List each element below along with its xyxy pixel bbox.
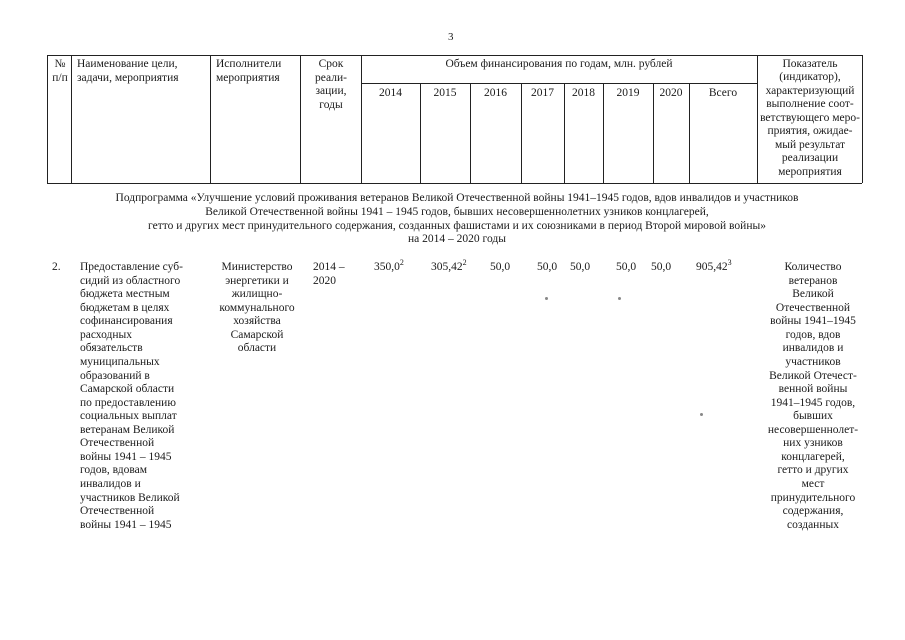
header-year-2017: 2017 bbox=[531, 87, 554, 99]
header-year-2019: 2019 bbox=[616, 87, 640, 99]
row-indicator-line: Отечественной bbox=[775, 301, 851, 314]
row-indicator-line: Великой Отечест- bbox=[769, 369, 857, 382]
col-border bbox=[361, 55, 362, 183]
col-border bbox=[300, 55, 301, 183]
row-indicator-line: содержания, bbox=[782, 505, 844, 518]
row-term-line: 2014 – bbox=[313, 261, 345, 273]
row-executors bbox=[212, 261, 302, 356]
row-name-line: Отечественной bbox=[80, 437, 155, 450]
row-executor-line: Министерство bbox=[221, 261, 293, 273]
col-border bbox=[47, 55, 48, 183]
footnote-mark: 2 bbox=[399, 258, 404, 268]
row-name-line: ветеранам Великой bbox=[80, 423, 175, 436]
row-name-line: войны 1941 – 1945 bbox=[80, 518, 172, 531]
row-indicator-line: несовершеннолет- bbox=[767, 423, 859, 436]
header-funding: Объем финансирования по годам, млн. рублей bbox=[445, 58, 673, 70]
row-indicator-line: 1941–1945 годов, bbox=[770, 396, 856, 409]
row-term-line: 2020 bbox=[313, 274, 336, 287]
row-name-line: годов, вдовам bbox=[80, 464, 148, 477]
row-indicator-line: ветеранов bbox=[788, 274, 838, 287]
col-border bbox=[862, 55, 863, 183]
row-name-line: социальных выплат bbox=[80, 410, 177, 423]
value-2014: 350,0$^2$ bbox=[374, 258, 404, 273]
row-indicator-line: венной войны bbox=[778, 383, 848, 396]
col-border bbox=[210, 55, 211, 183]
scan-speck bbox=[545, 297, 548, 300]
value-total: 905,42$^3$ bbox=[696, 258, 732, 273]
page-number: 3 bbox=[448, 31, 454, 43]
header-num: № п/п bbox=[52, 58, 68, 84]
row-indicator-line: инвалидов и bbox=[782, 342, 844, 355]
row-name bbox=[80, 261, 210, 532]
row-executor-line: жилищно- bbox=[231, 288, 283, 301]
row-indicator-line: мест bbox=[801, 478, 825, 490]
table-top-border bbox=[47, 55, 862, 56]
row-name-line: расходных bbox=[80, 328, 133, 341]
row-name-line: участников Великой bbox=[80, 491, 180, 504]
row-name-line: инвалидов и bbox=[80, 478, 141, 490]
row-indicator-line: Количество bbox=[784, 261, 842, 273]
row-executor-line: области bbox=[237, 342, 277, 355]
header-total: Всего bbox=[708, 87, 738, 99]
header-year-2016: 2016 bbox=[484, 87, 507, 99]
subprogram-line: на 2014 – 2020 годы bbox=[408, 233, 506, 246]
header-name: Наименование цели, задачи, мероприятия bbox=[77, 58, 179, 84]
row-indicator-line: них узников bbox=[783, 437, 843, 450]
row-indicator-line: созданных bbox=[787, 518, 839, 531]
row-name-line: Предоставление суб- bbox=[80, 261, 183, 273]
row-executor-line: Самарской bbox=[230, 328, 284, 341]
header-year-2020: 2020 bbox=[659, 87, 683, 99]
value-2019: 50,0 bbox=[616, 261, 637, 273]
row-indicator-line: гетто и других bbox=[777, 464, 849, 477]
scan-speck bbox=[700, 413, 703, 416]
footnote-mark: 3 bbox=[727, 258, 732, 268]
col-border bbox=[757, 55, 758, 183]
header-executors: Исполнители мероприятия bbox=[216, 58, 282, 84]
row-indicator-line: принудительного bbox=[770, 491, 856, 504]
row-indicator-line: концлагерей, bbox=[781, 450, 845, 463]
row-executor-line: хозяйства bbox=[233, 315, 281, 328]
row-number: 2. bbox=[52, 261, 61, 273]
row-name-line: по предоставлению bbox=[80, 396, 176, 409]
row-name-line: войны 1941 – 1945 bbox=[80, 450, 172, 463]
header-term: Срок реали-зации, годы bbox=[315, 58, 347, 111]
subprogram-line: Подпрограмма «Улучшение условий проживания ветеранов Великой Отечественной войны 1941–1945 годов, вдов инвалидов и участников bbox=[115, 192, 799, 204]
row-term bbox=[313, 261, 353, 288]
row-indicator-line: годов, вдов bbox=[785, 328, 841, 341]
row-name-line: образований в bbox=[80, 369, 150, 382]
footnote-mark: 2 bbox=[462, 258, 467, 268]
row-name-line: Самарской области bbox=[80, 383, 175, 396]
subprogram-line: Великой Отечественной войны 1941 – 1945 годов, бывших несовершеннолетних узников концлагерей, bbox=[205, 205, 709, 218]
row-name-line: бюджета местным bbox=[80, 288, 170, 301]
scan-speck bbox=[618, 297, 621, 300]
row-name-line: софинансирования bbox=[80, 315, 173, 328]
row-executor-line: энергетики и bbox=[225, 274, 289, 287]
value-2018: 50,0 bbox=[570, 261, 591, 273]
row-name-line: муниципальных bbox=[80, 355, 160, 368]
value-2015: 305,42$^2$ bbox=[431, 258, 467, 273]
value-2016: 50,0 bbox=[490, 261, 511, 273]
header-year-2018: 2018 bbox=[572, 87, 595, 99]
header-indicator: Показатель (индикатор), характеризующий выполнение соот-ветствующего меро-приятия, ожидае-мый результат реализации мероприятия bbox=[760, 58, 860, 178]
table-bottom-border bbox=[47, 183, 862, 184]
row-name-line: бюджетам в целях bbox=[80, 301, 170, 314]
row-indicator-line: участников bbox=[785, 355, 841, 368]
header-year-2014: 2014 bbox=[379, 87, 402, 99]
subprogram-heading bbox=[52, 192, 862, 247]
row-indicator-line: войны 1941–1945 bbox=[770, 315, 856, 328]
col-border bbox=[71, 55, 72, 183]
row-executor-line: коммунального bbox=[219, 301, 295, 314]
value-2020: 50,0 bbox=[651, 261, 672, 273]
row-name-line: Отечественной bbox=[80, 505, 155, 518]
header-year-2015: 2015 bbox=[433, 87, 457, 99]
row-name-line: обязательств bbox=[80, 342, 143, 355]
value-2017: 50,0 bbox=[537, 261, 558, 273]
row-indicator bbox=[752, 261, 874, 532]
row-name-line: сидий из областного bbox=[80, 274, 181, 287]
row-indicator-line: бывших bbox=[793, 410, 833, 423]
subprogram-line: гетто и других мест принудительного содержания, созданных фашистами и их союзниками в период Второй мировой войны» bbox=[148, 219, 766, 232]
row-indicator-line: Великой bbox=[792, 288, 834, 301]
